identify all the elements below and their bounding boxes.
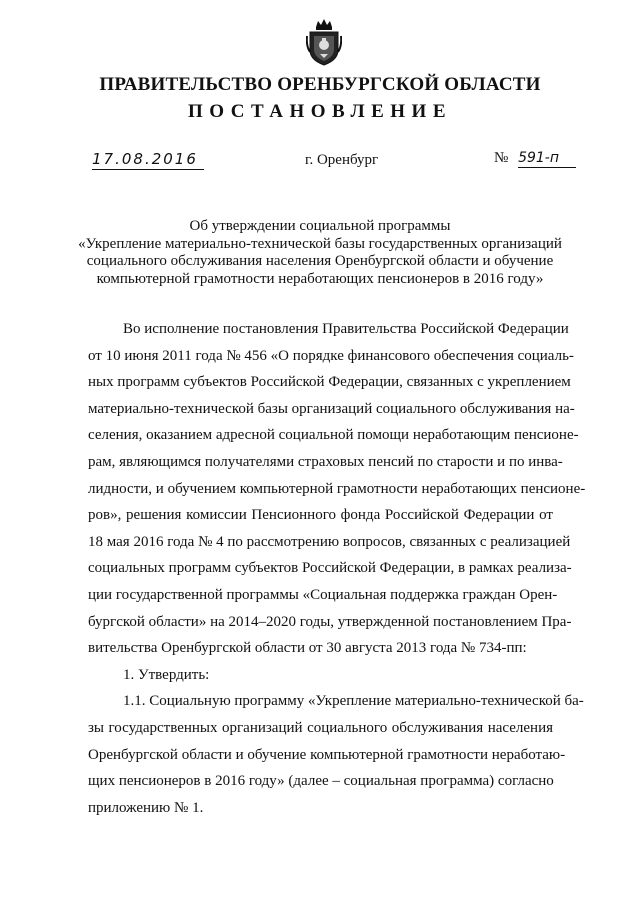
body-line: приложению № 1. xyxy=(88,799,204,816)
document-date: 17.08.2016 xyxy=(92,150,204,170)
body-line: рам, являющимся получателями страховых пенсий по старости и по инва- xyxy=(88,453,563,470)
body-line: 1.1. Социальную программу «Укрепление материально-технической ба- xyxy=(123,693,584,710)
body-line: социальных программ субъектов Российской Федерации, в рамках реализа- xyxy=(88,560,572,577)
document-subject xyxy=(70,218,570,288)
number-value: 591-п xyxy=(518,150,576,168)
body-line: лидности, и обучением компьютерной грамотности неработающих пенсионе- xyxy=(88,480,586,497)
body-line: материально-технической базы организаций социального обслуживания на- xyxy=(88,400,575,417)
body-line: вительства Оренбургской области от 30 августа 2013 года № 734-пп: xyxy=(88,640,527,657)
subject-line: «Укрепление материально-технической базы государственных организаций xyxy=(78,235,562,252)
body-line: ции государственной программы «Социальная поддержка граждан Орен- xyxy=(88,586,558,603)
body-line: селения, оказанием адресной социальной помощи неработающим пенсионе- xyxy=(88,427,579,444)
body-line: щих пенсионеров в 2016 году» (далее – социальная программа) согласно xyxy=(88,773,554,790)
government-title: ПРАВИТЕЛЬСТВО ОРЕНБУРГСКОЙ ОБЛАСТИ xyxy=(99,74,541,95)
body-line: 18 мая 2016 года № 4 по рассмотрению вопросов, связанных с реализацией xyxy=(88,533,571,550)
document-number xyxy=(494,150,576,168)
body-line: Во исполнение постановления Правительства Российской Федерации xyxy=(123,321,569,337)
document-body xyxy=(88,316,586,821)
body-line: Оренбургской области и обучение компьютерной грамотности неработаю- xyxy=(88,746,566,763)
number-sign: № xyxy=(494,150,509,166)
document-type: ПОСТАНОВЛЕНИЕ xyxy=(187,101,453,122)
body-line: зы государственных организаций социального обслуживания населения xyxy=(88,719,553,736)
body-line: бургской области» на 2014–2020 годы, утвержденной постановлением Пра- xyxy=(88,613,572,630)
subject-line: социального обслуживания населения Оренбургской области и обучение xyxy=(86,253,554,269)
coat-of-arms-icon xyxy=(306,18,342,66)
subject-line: Об утверждении социальной программы xyxy=(189,218,451,234)
body-line: ных программ субъектов Российской Федерации, связанных с укреплением xyxy=(88,374,571,391)
body-line: 1. Утвердить: xyxy=(123,666,210,683)
body-line: от 10 июня 2011 года № 456 «О порядке финансового обеспечения социаль- xyxy=(88,347,574,364)
subject-line: компьютерной грамотности неработающих пенсионеров в 2016 году» xyxy=(96,270,544,287)
body-line: ров», решения комиссии Пенсионного фонда Российской Федерации от xyxy=(88,507,553,524)
document-city: г. Оренбург xyxy=(305,152,379,168)
